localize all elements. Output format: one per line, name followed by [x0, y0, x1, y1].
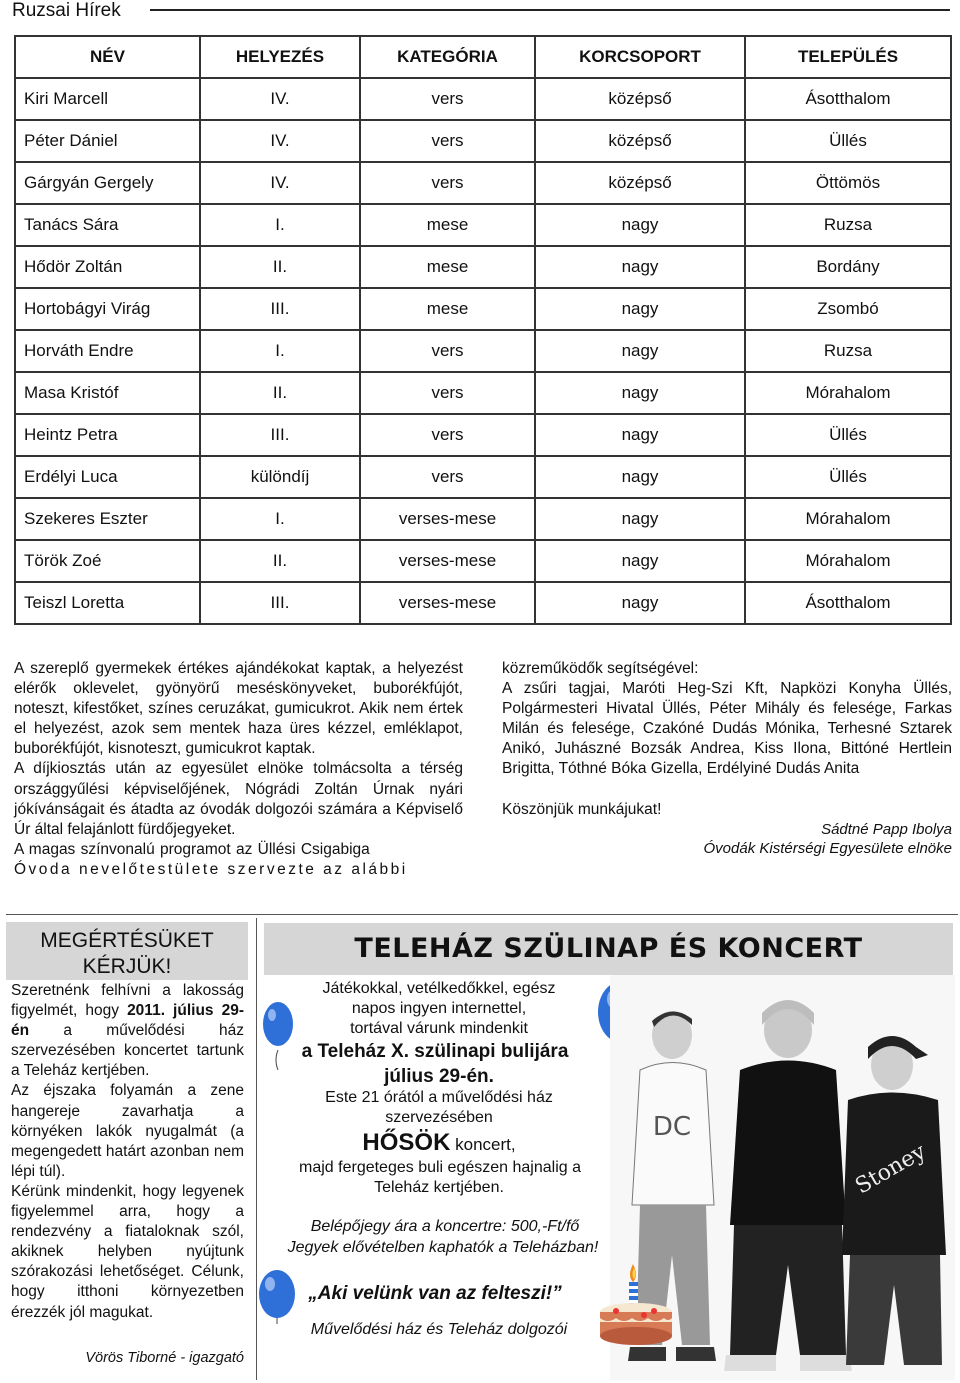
svg-text:Stoney: Stoney	[851, 1139, 931, 1200]
table-cell: III.	[200, 582, 360, 624]
article-left-column	[14, 659, 463, 880]
table-cell: verses-mese	[360, 582, 535, 624]
table-cell: vers	[360, 456, 535, 498]
table-cell: nagy	[535, 330, 745, 372]
table-cell: Gárgyán Gergely	[15, 162, 200, 204]
notice-body	[11, 981, 244, 1323]
balloon-icon	[255, 1268, 300, 1338]
event-line: szervezésében	[385, 1109, 493, 1126]
table-cell: II.	[200, 372, 360, 414]
table-row	[15, 288, 951, 330]
table-cell: középső	[535, 78, 745, 120]
table-cell: Mórahalom	[745, 372, 951, 414]
header-rule	[150, 9, 950, 11]
table-cell: Ruzsa	[745, 204, 951, 246]
table-cell: vers	[360, 120, 535, 162]
table-cell: Erdélyi Luca	[15, 456, 200, 498]
table-cell: vers	[360, 372, 535, 414]
svg-text:DC: DC	[652, 1112, 692, 1142]
notice-title	[6, 928, 248, 980]
table-cell: III.	[200, 414, 360, 456]
table-cell: I.	[200, 330, 360, 372]
table-cell: Teiszl Loretta	[15, 582, 200, 624]
table-cell: Mórahalom	[745, 498, 951, 540]
table-row	[15, 246, 951, 288]
column-header: KORCSOPORT	[535, 36, 745, 78]
table-row	[15, 372, 951, 414]
table-cell: mese	[360, 288, 535, 330]
event-line: Játékokkal, vetélkedőkkel, egész	[322, 980, 556, 997]
table-cell: nagy	[535, 540, 745, 582]
ticket-presale: Jegyek elővételben kaphatók a Teleházban!	[287, 1239, 599, 1256]
event-party-line: a Teleház X. szülinapi bulijára	[301, 1041, 569, 1062]
table-cell: nagy	[535, 246, 745, 288]
table-cell: Mórahalom	[745, 540, 951, 582]
table-cell: IV.	[200, 78, 360, 120]
article-paragraph: A szereplő gyermekek értékes ajándékokat kaptak, a helyezést elérők oklevelet, gyönyörű meséskönyveket, buborékfújót, noteszt, kifestőket, színes ceruzákat, gumicukrot. Akik nem értek el helyezést, azok sem mentek haza üres kézzel, emléklapot, buborékfújót, kisnoteszt, gumicukrot kaptak.	[14, 660, 463, 758]
table-row	[15, 204, 951, 246]
table-cell: mese	[360, 204, 535, 246]
signature-name: Sádtné Papp Ibolya	[821, 820, 952, 838]
band-name: HŐSÖK	[362, 1129, 451, 1156]
column-header: HELYEZÉS	[200, 36, 360, 78]
table-cell: Szekeres Eszter	[15, 498, 200, 540]
results-table	[14, 35, 952, 625]
notice-text: Szeretnénk felhívni a lakosság figyelmét, hogy	[11, 982, 244, 1020]
table-cell: Üllés	[745, 414, 951, 456]
table-cell: Török Zoé	[15, 540, 200, 582]
table-row	[15, 330, 951, 372]
table-cell: verses-mese	[360, 540, 535, 582]
event-line: napos ingyen internettel,	[351, 1000, 527, 1017]
column-header: TELEPÜLÉS	[745, 36, 951, 78]
table-cell: vers	[360, 78, 535, 120]
table-cell: II.	[200, 540, 360, 582]
table-cell: középső	[535, 120, 745, 162]
table-cell: Hődör Zoltán	[15, 246, 200, 288]
table-header-row	[15, 36, 951, 78]
event-line: tortával várunk mindenkit	[350, 1020, 528, 1037]
table-cell: IV.	[200, 120, 360, 162]
table-cell: nagy	[535, 414, 745, 456]
table-cell: vers	[360, 414, 535, 456]
table-cell: középső	[535, 162, 745, 204]
table-cell: vers	[360, 330, 535, 372]
table-cell: III.	[200, 288, 360, 330]
balloon-icon	[260, 1000, 296, 1070]
table-row	[15, 162, 951, 204]
article-paragraph: Óvoda nevelőtestülete szervezte az alábbi	[14, 860, 408, 878]
table-cell: nagy	[535, 204, 745, 246]
notice-paragraph: Az éjszaka folyamán a zene hangereje zavarhatja a környéken lakók nyugalmát (a megengedett határt azonban nem lépi túl).	[11, 1082, 244, 1180]
table-row	[15, 414, 951, 456]
table-cell: Tanács Sára	[15, 204, 200, 246]
table-row	[15, 540, 951, 582]
event-date: július 29-én.	[384, 1066, 494, 1087]
table-row	[15, 120, 951, 162]
table-row	[15, 456, 951, 498]
table-row	[15, 498, 951, 540]
table-cell: nagy	[535, 582, 745, 624]
table-cell: Üllés	[745, 456, 951, 498]
table-row	[15, 582, 951, 624]
table-cell: Horváth Endre	[15, 330, 200, 372]
article-paragraph: A díjkiosztás után az egyesület elnöke tolmácsolta a térség országgyűlési képviselőjének, Nógrádi Zoltán Úrnak nyári jókívánságait és átadta az óvodák dolgozói számára a Képviselő Úr által felajánlott fürdőjegyeket.	[14, 760, 463, 838]
signature-role: Óvodák Kistérségi Egyesülete elnöke	[703, 839, 952, 857]
table-cell: nagy	[535, 372, 745, 414]
notice-text: a művelődési ház szervezésében koncertet tartunk a Teleház kertjében.	[11, 1022, 244, 1080]
section-divider	[6, 914, 958, 915]
event-slogan: „Aki velünk van az felteszi!”	[308, 1283, 562, 1304]
birthday-cake-icon	[596, 1262, 678, 1348]
table-cell: nagy	[535, 288, 745, 330]
table-cell: Üllés	[745, 120, 951, 162]
table-cell: különdíj	[200, 456, 360, 498]
table-cell: nagy	[535, 498, 745, 540]
article-paragraph: közreműködők segítségével:	[502, 660, 699, 677]
event-organizer: Művelődési ház és Teleház dolgozói	[310, 1321, 568, 1338]
ticket-price: Belépőjegy ára a koncertre: 500,-Ft/fő	[310, 1218, 580, 1235]
article-paragraph: A magas színvonalú programot az Üllési Csigabiga	[14, 840, 370, 858]
article-right-column	[502, 659, 952, 858]
table-cell: mese	[360, 246, 535, 288]
table-cell: nagy	[535, 456, 745, 498]
table-row	[15, 78, 951, 120]
table-cell: I.	[200, 204, 360, 246]
table-cell: Ruzsa	[745, 330, 951, 372]
event-line: Este 21 órától a művelődési ház	[325, 1089, 553, 1106]
column-header: NÉV	[15, 36, 200, 78]
event-line: Teleház kertjében.	[374, 1179, 504, 1196]
column-header: KATEGÓRIA	[360, 36, 535, 78]
table-cell: vers	[360, 162, 535, 204]
table-cell: I.	[200, 498, 360, 540]
table-cell: Öttömös	[745, 162, 951, 204]
event-band-line	[264, 1128, 614, 1160]
article-paragraph: Köszönjük munkájukat!	[502, 800, 662, 818]
notice-date: 2011. július 29-én	[11, 1002, 244, 1040]
event-line: koncert,	[450, 1135, 516, 1154]
table-cell: Hortobágyi Virág	[15, 288, 200, 330]
notice-title-line: KÉRJÜK!	[82, 955, 172, 978]
table-cell: II.	[200, 246, 360, 288]
table-cell: Ásotthalom	[745, 582, 951, 624]
table-cell: verses-mese	[360, 498, 535, 540]
notice-title-line: MEGÉRTÉSÜKET	[40, 929, 214, 952]
table-cell: Zsombó	[745, 288, 951, 330]
table-cell: Masa Kristóf	[15, 372, 200, 414]
notice-paragraph	[11, 981, 244, 1081]
table-cell: Kiri Marcell	[15, 78, 200, 120]
table-cell: IV.	[200, 162, 360, 204]
event-line: majd fergeteges buli egészen hajnalig a	[299, 1159, 581, 1176]
newsletter-title: Ruzsai Hírek	[12, 0, 121, 21]
table-cell: Ásotthalom	[745, 78, 951, 120]
event-title: TELEHÁZ SZÜLINAP ÉS KONCERT	[354, 933, 863, 964]
table-cell: Bordány	[745, 246, 951, 288]
table-cell: Heintz Petra	[15, 414, 200, 456]
table-cell: Péter Dániel	[15, 120, 200, 162]
article-paragraph: A zsűri tagjai, Maróti Heg-Szi Kft, Napközi Konyha Üllés, Polgármesteri Hivatal Üllés, Péter Mihály és felesége, Farkas Milán és felesége, Czakóné Dudás Mónika, Terhesné Sztarek Anikó, Juhászné Bozsák Andrea, Kiss Ilona, Bittóné Hertlein Brigitta, Tóthné Bóka Gizella, Erdélyiné Dudás Anita	[502, 680, 952, 778]
notice-signature: Vörös Tiborné - igazgató	[85, 1350, 244, 1366]
notice-paragraph: Kérünk mindenkit, hogy legyenek figyelemmel arra, hogy a rendezvény a fiataloknak szól, akiknek helyben nyújtunk szórakozási lehetőséget. Célunk, hogy itthoni környezetben érezzék jól magukat.	[11, 1182, 244, 1321]
